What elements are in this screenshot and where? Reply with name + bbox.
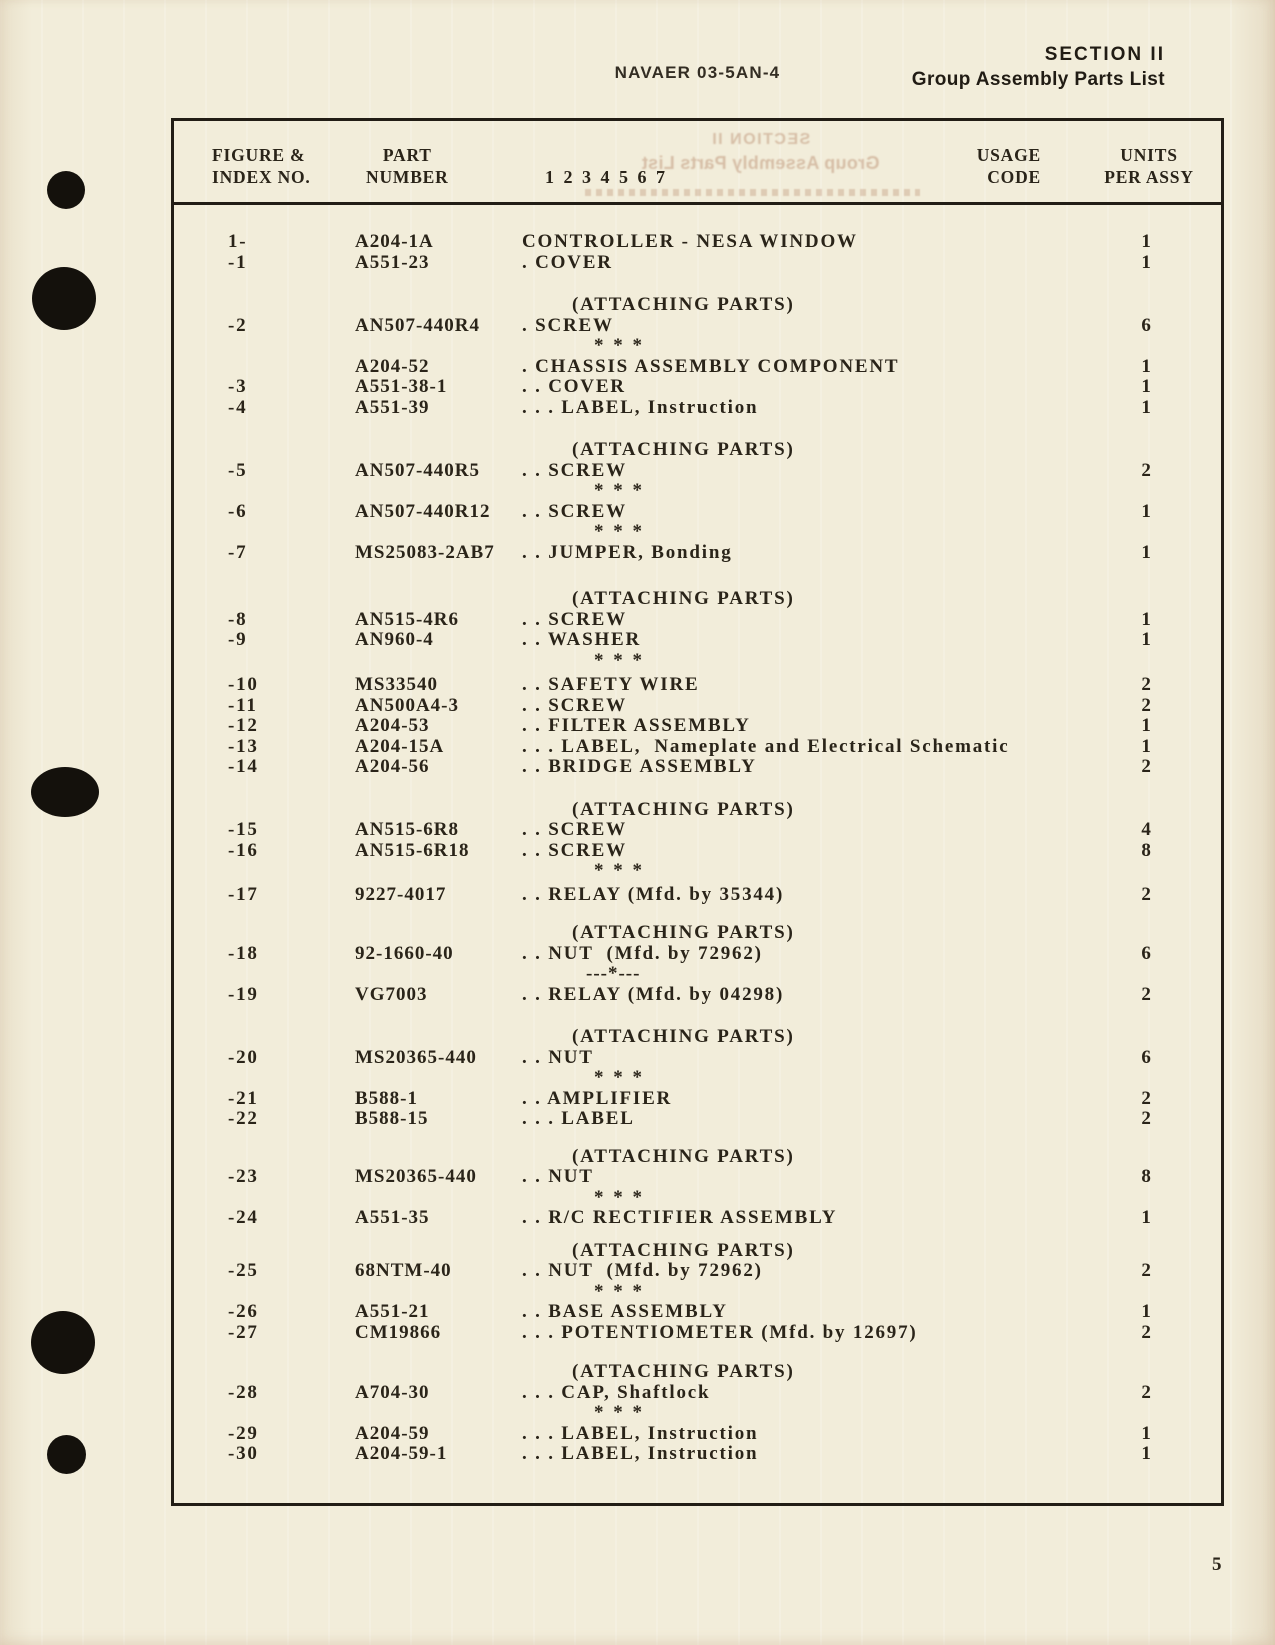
separator-row <box>174 1067 1221 1088</box>
units-per-assy-cell: 1 <box>1141 1422 1153 1444</box>
table-row <box>174 1260 1221 1281</box>
description-cell: . SCREW <box>522 314 614 336</box>
punch-hole <box>47 171 85 209</box>
table-row <box>174 819 1221 840</box>
table-row <box>174 460 1221 481</box>
description-cell: . COVER <box>522 251 613 273</box>
part-number-cell: A551-21 <box>355 1301 430 1322</box>
description-cell: . . NUT <box>522 1046 594 1068</box>
figure-index-cell: -10 <box>228 674 259 695</box>
column-header-description-levels: 1 2 3 4 5 6 7 <box>545 167 668 187</box>
separator-text: * * * <box>594 1280 645 1302</box>
description-cell: . . . LABEL, Instruction <box>522 1422 759 1444</box>
figure-index-cell: -12 <box>228 715 259 736</box>
attaching-parts-note <box>174 1361 1221 1382</box>
units-per-assy-cell: 2 <box>1141 883 1153 905</box>
figure-index-cell: -30 <box>228 1443 259 1464</box>
part-number-cell: MS20365-440 <box>355 1046 477 1068</box>
part-number-cell: A204-53 <box>355 715 430 736</box>
description-cell: . . NUT <box>522 1166 594 1187</box>
part-number-cell: A204-1A <box>355 231 434 252</box>
table-row <box>174 629 1221 650</box>
table-row <box>174 376 1221 397</box>
units-per-assy-cell: 8 <box>1141 1166 1153 1187</box>
table-row <box>174 674 1221 695</box>
figure-index-cell: -16 <box>228 839 259 861</box>
part-number-cell: VG7003 <box>355 983 428 1005</box>
part-number-cell: 9227-4017 <box>355 883 447 905</box>
description-cell: . . SAFETY WIRE <box>522 674 700 695</box>
separator-text: * * * <box>594 335 645 356</box>
description-cell: . . COVER <box>522 376 626 397</box>
figure-index-cell: -23 <box>228 1166 259 1187</box>
description-cell: . . RELAY (Mfd. by 04298) <box>522 983 785 1005</box>
description-cell: . . FILTER ASSEMBLY <box>522 715 751 736</box>
figure-index-cell: -7 <box>228 541 248 563</box>
separator-row <box>174 963 1221 984</box>
figure-index-cell: -14 <box>228 756 259 777</box>
units-per-assy-cell: 1 <box>1141 629 1153 650</box>
attaching-parts-label: (ATTACHING PARTS) <box>572 1026 795 1047</box>
separator-text: * * * <box>594 521 645 542</box>
table-row <box>174 715 1221 736</box>
separator-text: * * * <box>594 1067 645 1088</box>
units-per-assy-cell: 1 <box>1141 1207 1153 1228</box>
units-per-assy-cell: 1 <box>1141 541 1153 563</box>
attaching-parts-label: (ATTACHING PARTS) <box>572 439 795 460</box>
units-per-assy-cell: 2 <box>1141 674 1153 695</box>
separator-text: * * * <box>594 860 645 881</box>
separator-row <box>174 521 1221 542</box>
part-number-cell: AN515-6R18 <box>355 839 470 861</box>
figure-index-cell: -18 <box>228 942 259 964</box>
part-number-cell: AN507-440R5 <box>355 459 480 481</box>
table-header <box>174 121 1221 205</box>
part-number-cell: B588-1 <box>355 1087 418 1109</box>
table-row <box>174 695 1221 716</box>
separator-text: * * * <box>594 480 645 501</box>
figure-index-cell: -1 <box>228 251 248 273</box>
table-row <box>174 397 1221 418</box>
description-cell: . . NUT (Mfd. by 72962) <box>522 1260 763 1281</box>
table-row <box>174 1166 1221 1187</box>
description-cell: . . SCREW <box>522 839 627 861</box>
description-cell: . . SCREW <box>522 500 627 522</box>
description-cell: . . SCREW <box>522 459 627 481</box>
units-per-assy-cell: 6 <box>1141 314 1153 336</box>
part-number-cell: A551-39 <box>355 396 430 418</box>
parts-list-table <box>171 118 1224 1506</box>
description-cell: . . R/C RECTIFIER ASSEMBLY <box>522 1207 838 1228</box>
document-reference: NAVAER 03-5AN-4 <box>614 63 781 82</box>
description-cell: . . JUMPER, Bonding <box>522 541 733 563</box>
column-header-units-per-assy: UNITS PER ASSY <box>1104 145 1194 187</box>
part-number-cell: MS33540 <box>355 674 438 695</box>
punch-hole <box>47 1435 86 1474</box>
units-per-assy-cell: 2 <box>1141 756 1153 777</box>
separator-text: * * * <box>594 1186 645 1208</box>
table-row <box>174 1301 1221 1322</box>
description-cell: . . NUT (Mfd. by 72962) <box>522 942 763 964</box>
table-row <box>174 1423 1221 1444</box>
table-row <box>174 356 1221 377</box>
units-per-assy-cell: 2 <box>1141 1381 1153 1403</box>
attaching-parts-note <box>174 588 1221 609</box>
separator-text: * * * <box>594 649 645 671</box>
attaching-parts-label: (ATTACHING PARTS) <box>572 1361 795 1382</box>
figure-index-cell: -19 <box>228 983 259 1005</box>
table-row <box>174 756 1221 777</box>
table-row <box>174 884 1221 905</box>
separator-row <box>174 335 1221 356</box>
description-cell: . . . LABEL, Nameplate and Electrical Schematic <box>522 735 1010 757</box>
separator-text: * * * <box>594 1402 645 1423</box>
description-cell: . . . LABEL, Instruction <box>522 396 759 418</box>
description-cell: . . . LABEL, Instruction <box>522 1443 759 1464</box>
description-cell: . CHASSIS ASSEMBLY COMPONENT <box>522 355 900 377</box>
attaching-parts-note <box>174 922 1221 943</box>
table-row <box>174 1108 1221 1129</box>
units-per-assy-cell: 4 <box>1141 819 1153 840</box>
units-per-assy-cell: 1 <box>1141 735 1153 757</box>
attaching-parts-label: (ATTACHING PARTS) <box>572 798 795 820</box>
units-per-assy-cell: 2 <box>1141 1087 1153 1109</box>
bleed-through-text: SECTION II Group Assembly Parts List <box>641 131 880 173</box>
description-cell: . . . CAP, Shaftlock <box>522 1381 711 1403</box>
table-row <box>174 736 1221 757</box>
attaching-parts-note <box>174 799 1221 820</box>
part-number-cell: AN960-4 <box>355 629 434 650</box>
units-per-assy-cell: 2 <box>1141 1260 1153 1281</box>
column-header-figure-index: FIGURE & INDEX NO. <box>212 145 311 187</box>
part-number-cell: 68NTM-40 <box>355 1260 452 1281</box>
units-per-assy-cell: 6 <box>1141 942 1153 964</box>
figure-index-cell: -6 <box>228 500 248 522</box>
separator-row <box>174 1402 1221 1423</box>
attaching-parts-label: (ATTACHING PARTS) <box>572 1145 795 1167</box>
section-subtitle: Group Assembly Parts List <box>911 69 1165 90</box>
units-per-assy-cell: 1 <box>1141 500 1153 522</box>
part-number-cell: A204-59 <box>355 1422 430 1444</box>
figure-index-cell: -13 <box>228 735 259 757</box>
description-cell: CONTROLLER - NESA WINDOW <box>522 231 858 252</box>
description-cell: . . . POTENTIOMETER (Mfd. by 12697) <box>522 1321 918 1343</box>
figure-index-cell: -3 <box>228 376 248 397</box>
part-number-cell: AN500A4-3 <box>355 694 459 716</box>
units-per-assy-cell: 2 <box>1141 694 1153 716</box>
part-number-cell: AN515-6R8 <box>355 819 459 840</box>
description-cell: . . AMPLIFIER <box>522 1087 673 1109</box>
part-number-cell: 92-1660-40 <box>355 942 454 964</box>
units-per-assy-cell: 1 <box>1141 608 1153 630</box>
part-number-cell: A551-38-1 <box>355 376 448 397</box>
units-per-assy-cell: 1 <box>1141 376 1153 397</box>
attaching-parts-note <box>174 439 1221 460</box>
table-row <box>174 315 1221 336</box>
separator-row <box>174 650 1221 671</box>
table-row <box>174 984 1221 1005</box>
part-number-cell: AN507-440R4 <box>355 314 480 336</box>
part-number-cell: A551-23 <box>355 251 430 273</box>
units-per-assy-cell: 1 <box>1141 355 1153 377</box>
attaching-parts-note <box>174 1026 1221 1047</box>
units-per-assy-cell: 2 <box>1141 983 1153 1005</box>
punch-hole <box>31 1311 95 1374</box>
part-number-cell: A204-15A <box>355 735 445 757</box>
column-header-part-number: PART NUMBER <box>366 145 449 187</box>
attaching-parts-label: (ATTACHING PARTS) <box>572 922 795 943</box>
units-per-assy-cell: 2 <box>1141 1108 1153 1129</box>
table-body <box>174 205 1221 1464</box>
figure-index-cell: -22 <box>228 1108 259 1129</box>
units-per-assy-cell: 6 <box>1141 1046 1153 1068</box>
description-cell: . . SCREW <box>522 608 627 630</box>
figure-index-cell: -5 <box>228 459 248 481</box>
units-per-assy-cell: 1 <box>1141 1301 1153 1322</box>
part-number-cell: MS20365-440 <box>355 1166 477 1187</box>
figure-index-cell: -28 <box>228 1381 259 1403</box>
description-cell: . . SCREW <box>522 819 627 840</box>
column-header-usage-code: USAGE CODE <box>976 145 1041 187</box>
units-per-assy-cell: 2 <box>1141 1321 1153 1343</box>
table-row <box>174 1088 1221 1109</box>
part-number-cell: B588-15 <box>355 1108 429 1129</box>
description-cell: . . RELAY (Mfd. by 35344) <box>522 883 785 905</box>
attaching-parts-note <box>174 1240 1221 1261</box>
table-row <box>174 542 1221 563</box>
punch-hole <box>32 267 96 330</box>
figure-index-cell: -24 <box>228 1207 259 1228</box>
figure-index-cell: -17 <box>228 883 259 905</box>
table-row <box>174 943 1221 964</box>
figure-index-cell: -27 <box>228 1321 259 1343</box>
figure-index-cell: -26 <box>228 1301 259 1322</box>
units-per-assy-cell: 1 <box>1141 396 1153 418</box>
page-number: 5 <box>1212 1554 1222 1575</box>
figure-index-cell: -29 <box>228 1422 259 1444</box>
units-per-assy-cell: 1 <box>1141 1443 1153 1464</box>
separator-text: ---*--- <box>586 963 641 984</box>
section-title: SECTION II <box>1044 44 1165 65</box>
table-row <box>174 1207 1221 1228</box>
table-row <box>174 609 1221 630</box>
units-per-assy-cell: 8 <box>1141 839 1153 861</box>
part-number-cell: AN507-440R12 <box>355 500 491 522</box>
description-cell: . . BASE ASSEMBLY <box>522 1301 728 1322</box>
section-heading <box>912 42 1165 92</box>
part-number-cell: A551-35 <box>355 1207 430 1228</box>
part-number-cell: AN515-4R6 <box>355 608 459 630</box>
units-per-assy-cell: 1 <box>1141 231 1153 252</box>
figure-index-cell: 1- <box>228 231 248 252</box>
figure-index-cell: -15 <box>228 819 259 840</box>
description-cell: . . SCREW <box>522 694 627 716</box>
part-number-cell: A204-52 <box>355 355 430 377</box>
table-row <box>174 840 1221 861</box>
table-row <box>174 231 1221 252</box>
part-number-cell: MS25083-2AB7 <box>355 541 495 563</box>
attaching-parts-label: (ATTACHING PARTS) <box>572 588 795 609</box>
figure-index-cell: -8 <box>228 608 248 630</box>
description-cell: . . . LABEL <box>522 1108 635 1129</box>
part-number-cell: A204-59-1 <box>355 1443 448 1464</box>
table-row <box>174 1322 1221 1343</box>
separator-row <box>174 1187 1221 1208</box>
units-per-assy-cell: 1 <box>1141 715 1153 736</box>
figure-index-cell: -25 <box>228 1260 259 1281</box>
attaching-parts-label: (ATTACHING PARTS) <box>572 1239 795 1261</box>
attaching-parts-label: (ATTACHING PARTS) <box>572 294 795 315</box>
figure-index-cell: -20 <box>228 1046 259 1068</box>
table-row <box>174 1047 1221 1068</box>
units-per-assy-cell: 2 <box>1141 459 1153 481</box>
punch-hole <box>31 767 99 817</box>
separator-row <box>174 480 1221 501</box>
figure-index-cell: -4 <box>228 396 248 418</box>
part-number-cell: A204-56 <box>355 756 430 777</box>
description-cell: . . WASHER <box>522 629 642 650</box>
part-number-cell: CM19866 <box>355 1321 442 1343</box>
table-row <box>174 501 1221 522</box>
separator-row <box>174 860 1221 881</box>
separator-row <box>174 1281 1221 1302</box>
part-number-cell: A704-30 <box>355 1381 430 1403</box>
figure-index-cell: -11 <box>228 694 258 716</box>
table-row <box>174 1443 1221 1464</box>
table-row <box>174 252 1221 273</box>
attaching-parts-note <box>174 294 1221 315</box>
figure-index-cell: -9 <box>228 629 248 650</box>
table-row <box>174 1382 1221 1403</box>
figure-index-cell: -21 <box>228 1087 259 1109</box>
units-per-assy-cell: 1 <box>1141 251 1153 273</box>
figure-index-cell: -2 <box>228 314 248 336</box>
attaching-parts-note <box>174 1146 1221 1167</box>
description-cell: . . BRIDGE ASSEMBLY <box>522 756 757 777</box>
